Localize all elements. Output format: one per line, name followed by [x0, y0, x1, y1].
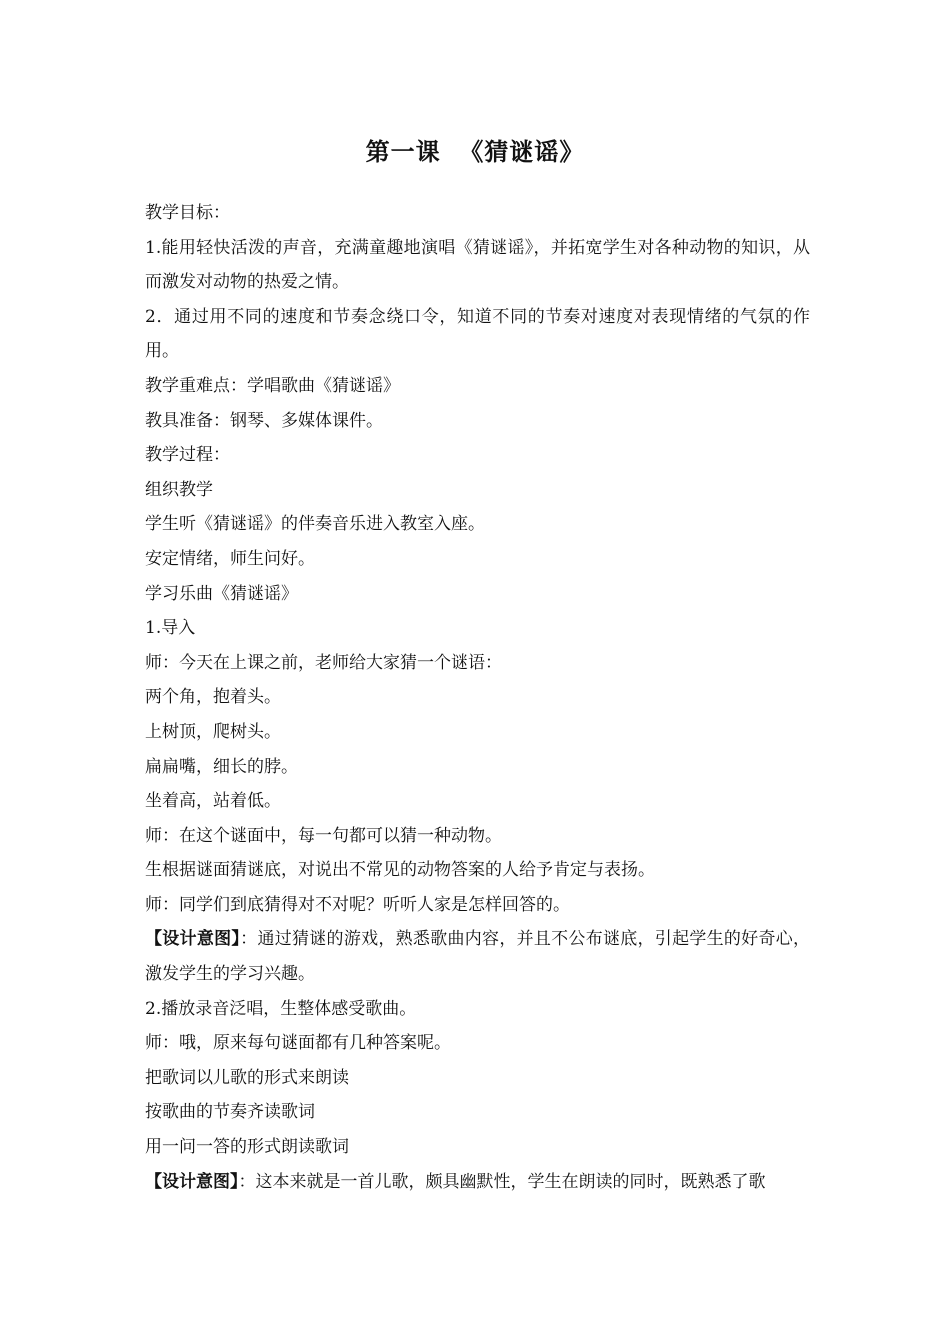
paragraph: 用一问一答的形式朗读歌词	[145, 1137, 349, 1158]
paragraph: 师：哦，原来每句谜面都有几种答案呢。	[145, 1033, 451, 1054]
paragraph: 安定情绪，师生问好。	[145, 548, 315, 569]
paragraph: 生根据谜面猜谜底，对说出不常见的动物答案的人给予肯定与表扬。	[145, 860, 655, 881]
paragraph: 按歌曲的节奏齐读歌词	[145, 1102, 315, 1123]
paragraph: 教学过程：	[145, 445, 230, 466]
paragraph: 学习乐曲《猜谜谣》	[145, 583, 298, 604]
paragraph: 扁扁嘴，细长的脖。	[145, 756, 298, 777]
paragraph: 坐着高，站着低。	[145, 791, 281, 812]
document-body	[145, 196, 810, 1199]
design-intent-label: 【设计意图】	[145, 1171, 239, 1192]
paragraph: 组织教学	[145, 479, 213, 500]
paragraph: 师：同学们到底猜得对不对呢？听听人家是怎样回答的。	[145, 894, 570, 915]
paragraph: 2.播放录音泛唱，生整体感受歌曲。	[145, 998, 417, 1019]
paragraph: 1.能用轻快活泼的声音，充满童趣地演唱《猜谜谣》，并拓宽学生对各种动物的知识，从而激发对动物的热爱之情。	[145, 237, 810, 293]
paragraph: 2．通过用不同的速度和节奏念绕口令，知道不同的节奏对速度对表现情绪的气氛的作用。	[145, 306, 810, 362]
design-intent-text: ：通过猜谜的游戏，熟悉歌曲内容，并且不公布谜底，引起学生的好奇心，激发学生的学习兴趣。	[145, 929, 811, 985]
paragraph: 1.导入	[145, 618, 196, 639]
paragraph: 师：在这个谜面中，每一句都可以猜一种动物。	[145, 825, 502, 846]
design-intent-paragraph	[145, 1165, 810, 1200]
design-intent-text: ：这本来就是一首儿歌，颇具幽默性，学生在朗读的同时，既熟悉了歌	[238, 1171, 766, 1192]
paragraph: 两个角，抱着头。	[145, 687, 281, 708]
paragraph: 把歌词以儿歌的形式来朗读	[145, 1067, 349, 1088]
paragraph: 教学重难点：学唱歌曲《猜谜谣》	[145, 375, 400, 396]
paragraph: 上树顶，爬树头。	[145, 721, 281, 742]
paragraph: 教具准备：钢琴、多媒体课件。	[145, 410, 383, 431]
paragraph: 师：今天在上课之前，老师给大家猜一个谜语：	[145, 652, 502, 673]
paragraph: 教学目标：	[145, 203, 230, 223]
design-intent-paragraph	[145, 922, 810, 991]
design-intent-label: 【设计意图】	[145, 929, 241, 950]
paragraph: 学生听《猜谜谣》的伴奏音乐进入教室入座。	[145, 514, 485, 535]
document-title: 第一课 《猜谜谣》	[365, 137, 585, 166]
